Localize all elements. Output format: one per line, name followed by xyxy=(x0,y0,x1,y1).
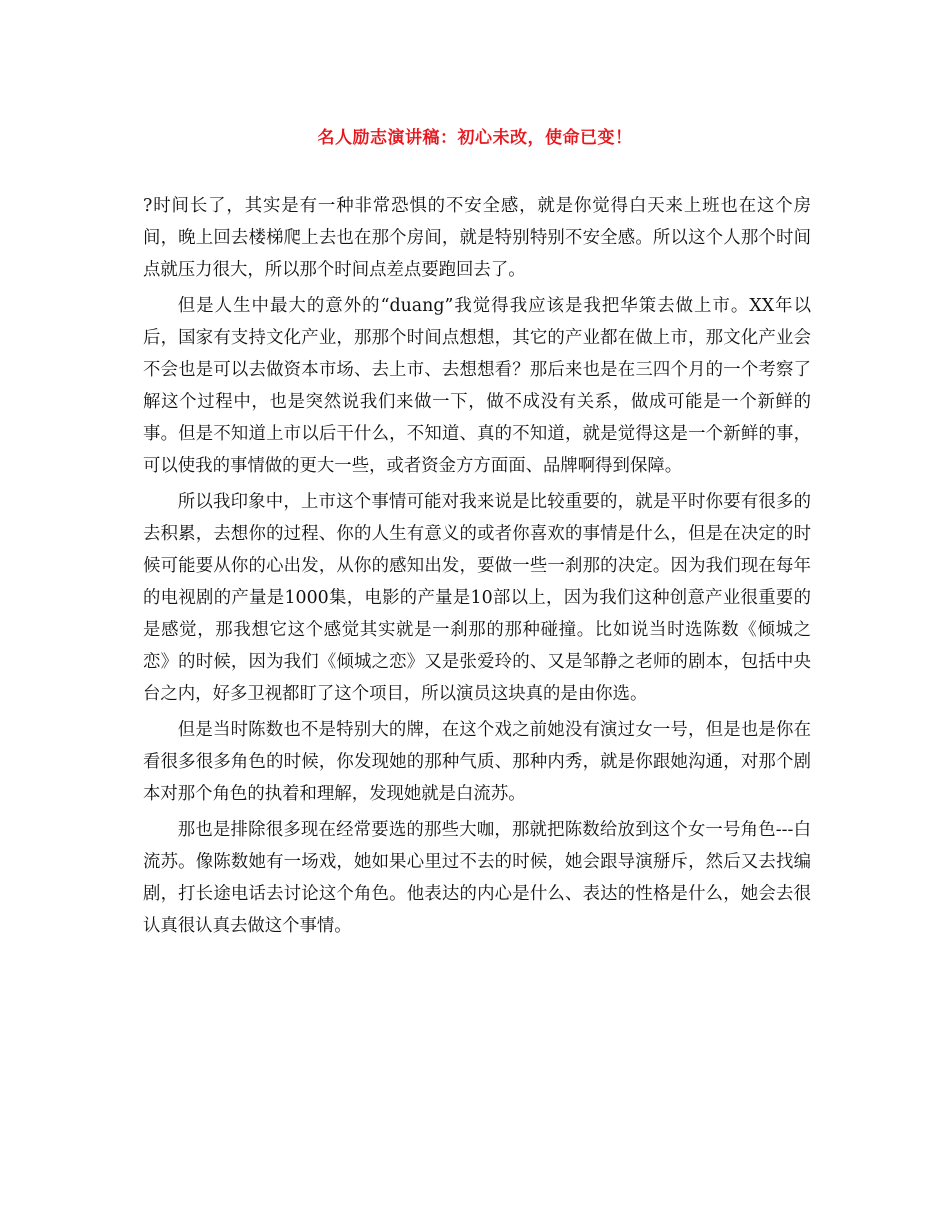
paragraph: 但是当时陈数也不是特别大的牌，在这个戏之前她没有演过女一号，但是也是你在看很多很多角色的时候，你发现她的那种气质、那种内秀，就是你跟她沟通，对那个剧本对那个角色的执着和理解，发现她就是白流苏。 xyxy=(143,720,811,804)
paragraph: 所以我印象中，上市这个事情可能对我来说是比较重要的，就是平时你要有很多的去积累，去想你的过程、你的人生有意义的或者你喜欢的事情是什么，但是在决定的时候可能要从你的心出发，从你的感知出发，要做一些一刹那的决定。因为我们现在每年的电视剧的产量是1000集，电影的产量是10部以上，因为我们这种创意产业很重要的是感觉，那我想它这个感觉其实就是一刹那的那种碰撞。比如说当时选陈数《倾城之恋》的时候，因为我们《倾城之恋》又是张爱玲的、又是邹静之老师的剧本，包括中央台之内，好多卫视都盯了这个项目，所以演员这块真的是由你选。 xyxy=(143,492,811,704)
document-body xyxy=(143,190,811,946)
paragraph: 那也是排除很多现在经常要选的那些大咖，那就把陈数给放到这个女一号角色---白流苏。像陈数她有一场戏，她如果心里过不去的时候，她会跟导演掰斥，然后又去找编剧，打长途电话去讨论这个角色。他表达的内心是什么、表达的性格是什么，她会去很认真很认真去做这个事情。 xyxy=(143,820,811,936)
paragraph: ?时间长了，其实是有一种非常恐惧的不安全感，就是你觉得白天来上班也在这个房间，晚上回去楼梯爬上去也在那个房间，就是特别特别不安全感。所以这个人那个时间点就压力很大，所以那个时间点差点要跑回去了。 xyxy=(143,196,811,280)
document-title: 名人励志演讲稿：初心未改，使命已变！ xyxy=(317,128,633,148)
paragraph: 但是人生中最大的意外的“duang”我觉得我应该是我把华策去做上市。XX年以后，国家有支持文化产业，那那个时间点想想，其它的产业都在做上市，那文化产业会不会也是可以去做资本市场、去上市、去想想看？那后来也是在三四个月的一个考察了解这个过程中，也是突然说我们来做一下，做不成没有关系，做成可能是一个新鲜的事。但是不知道上市以后干什么，不知道、真的不知道，就是觉得这是一个新鲜的事，可以使我的事情做的更大一些，或者资金方方面面、品牌啊得到保障。 xyxy=(143,296,811,476)
